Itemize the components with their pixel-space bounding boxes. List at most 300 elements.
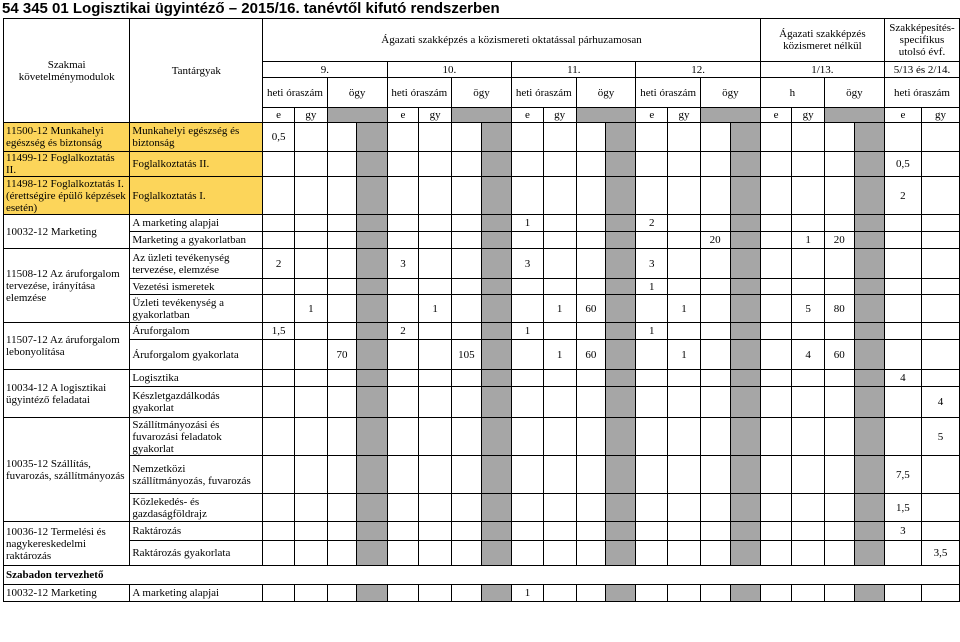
value-cell: [921, 279, 959, 295]
subject-cell: Foglalkoztatás II.: [130, 152, 263, 177]
table-row: [4, 215, 960, 232]
subject-cell: Nemzetközi szállítmányozás, fuvarozás: [130, 456, 263, 494]
value-cell: 20: [700, 232, 730, 249]
shaded-cell: [357, 249, 387, 279]
value-cell: [419, 215, 452, 232]
value-cell: [760, 295, 791, 323]
value-cell: 1,5: [884, 494, 921, 522]
module-cell: 11500-12 Munkahelyi egészség és biztonság: [4, 123, 130, 152]
value-cell: [512, 123, 544, 152]
value-cell: [452, 249, 482, 279]
value-cell: [884, 232, 921, 249]
value-cell: [263, 541, 295, 566]
value-cell: [668, 323, 701, 340]
value-cell: [543, 541, 576, 566]
value-cell: [387, 232, 419, 249]
value-cell: [700, 541, 730, 566]
shaded-cell: [357, 418, 387, 456]
shaded-cell: [357, 541, 387, 566]
value-cell: [294, 215, 327, 232]
table-row: [4, 494, 960, 522]
shaded-cell: [854, 494, 884, 522]
subject-cell: Üzleti tevékenység a gyakorlatban: [130, 295, 263, 323]
ogy-shade: [824, 108, 884, 123]
value-cell: [576, 418, 606, 456]
value-cell: [512, 387, 544, 418]
value-cell: [387, 387, 419, 418]
value-cell: [884, 541, 921, 566]
value-cell: [263, 295, 295, 323]
subject-cell: Foglalkoztatás I.: [130, 177, 263, 215]
value-cell: [921, 323, 959, 340]
value-cell: [636, 541, 668, 566]
value-cell: [668, 215, 701, 232]
value-cell: [327, 522, 357, 541]
value-cell: [452, 418, 482, 456]
value-cell: [824, 123, 854, 152]
value-cell: [700, 340, 730, 370]
value-cell: [884, 123, 921, 152]
shaded-cell: [481, 494, 511, 522]
value-cell: [327, 387, 357, 418]
value-cell: [792, 152, 825, 177]
value-cell: 20: [824, 232, 854, 249]
value-cell: [327, 295, 357, 323]
value-cell: [760, 456, 791, 494]
value-cell: [419, 494, 452, 522]
shaded-cell: [357, 279, 387, 295]
shaded-cell: [730, 323, 760, 340]
shaded-cell: [357, 295, 387, 323]
table-row: [4, 566, 960, 585]
value-cell: 3: [387, 249, 419, 279]
value-cell: 60: [576, 340, 606, 370]
module-cell: 10032-12 Marketing: [4, 215, 130, 249]
shaded-cell: [730, 232, 760, 249]
value-cell: [760, 494, 791, 522]
value-cell: [294, 387, 327, 418]
shaded-cell: [730, 152, 760, 177]
value-cell: [576, 177, 606, 215]
shaded-cell: [357, 370, 387, 387]
header-final-year: Szakképesítés-specifikus utolsó évf.: [884, 19, 959, 62]
value-cell: [921, 152, 959, 177]
value-cell: [668, 456, 701, 494]
value-cell: [419, 370, 452, 387]
value-cell: [452, 541, 482, 566]
subject-cell: Raktározás: [130, 522, 263, 541]
header-no-general: Ágazati szakképzés közismeret nélkül: [760, 19, 884, 62]
value-cell: [327, 152, 357, 177]
shaded-cell: [606, 215, 636, 232]
value-cell: 1,5: [263, 323, 295, 340]
gy-header: gy: [921, 108, 959, 123]
value-cell: [452, 279, 482, 295]
ogy-shade: [576, 108, 636, 123]
value-cell: [452, 522, 482, 541]
ogy-header: ögy: [700, 78, 760, 108]
subject-cell: Áruforgalom gyakorlata: [130, 340, 263, 370]
value-cell: [512, 340, 544, 370]
ogy-header: ögy: [576, 78, 636, 108]
value-cell: [824, 323, 854, 340]
value-cell: 1: [792, 232, 825, 249]
value-cell: [452, 232, 482, 249]
value-cell: [387, 418, 419, 456]
value-cell: [921, 295, 959, 323]
value-cell: [419, 323, 452, 340]
value-cell: [263, 418, 295, 456]
value-cell: [543, 522, 576, 541]
value-cell: [921, 123, 959, 152]
value-cell: [921, 456, 959, 494]
shaded-cell: [357, 152, 387, 177]
shaded-cell: [481, 522, 511, 541]
header-modules: Szakmai követelménymodulok: [4, 19, 130, 123]
module-cell: 11508-12 Az áruforgalom tervezése, irányítása elemzése: [4, 249, 130, 323]
shaded-cell: [730, 541, 760, 566]
value-cell: [452, 370, 482, 387]
shaded-cell: [854, 232, 884, 249]
value-cell: [294, 279, 327, 295]
value-cell: [668, 585, 701, 602]
shaded-cell: [730, 123, 760, 152]
value-cell: [387, 279, 419, 295]
ogy-shade: [700, 108, 760, 123]
value-cell: [512, 152, 544, 177]
value-cell: 2: [263, 249, 295, 279]
value-cell: [327, 249, 357, 279]
value-cell: 4: [884, 370, 921, 387]
value-cell: [760, 370, 791, 387]
value-cell: 7,5: [884, 456, 921, 494]
ogy-header: ögy: [327, 78, 387, 108]
subject-cell: Raktározás gyakorlata: [130, 541, 263, 566]
shaded-cell: [357, 232, 387, 249]
value-cell: [792, 456, 825, 494]
value-cell: [884, 387, 921, 418]
value-cell: 5: [921, 418, 959, 456]
value-cell: 70: [327, 340, 357, 370]
value-cell: [636, 522, 668, 541]
table-row: [4, 177, 960, 215]
value-cell: [263, 152, 295, 177]
value-cell: [792, 215, 825, 232]
value-cell: [824, 177, 854, 215]
value-cell: [387, 152, 419, 177]
value-cell: 1: [512, 323, 544, 340]
value-cell: [884, 340, 921, 370]
value-cell: [636, 177, 668, 215]
table-row: [4, 232, 960, 249]
shaded-cell: [854, 323, 884, 340]
heti-oraszam-header: heti óraszám: [512, 78, 576, 108]
value-cell: [387, 295, 419, 323]
value-cell: [760, 152, 791, 177]
value-cell: [543, 123, 576, 152]
year-header: 9.: [263, 62, 387, 78]
shaded-cell: [481, 541, 511, 566]
value-cell: [760, 279, 791, 295]
shaded-cell: [854, 418, 884, 456]
header-parallel: Ágazati szakképzés a közismereti oktatással párhuzamosan: [263, 19, 761, 62]
value-cell: 1: [294, 295, 327, 323]
value-cell: 1: [668, 340, 701, 370]
e-header: e: [387, 108, 419, 123]
value-cell: [452, 456, 482, 494]
value-cell: [760, 522, 791, 541]
year-header: 10.: [387, 62, 512, 78]
value-cell: 1: [668, 295, 701, 323]
shaded-cell: [481, 585, 511, 602]
value-cell: 1: [512, 585, 544, 602]
subject-cell: Logisztika: [130, 370, 263, 387]
shaded-cell: [481, 323, 511, 340]
value-cell: [263, 215, 295, 232]
value-cell: [452, 387, 482, 418]
value-cell: [700, 456, 730, 494]
value-cell: [792, 522, 825, 541]
value-cell: [419, 123, 452, 152]
value-cell: [387, 123, 419, 152]
table-row: [4, 249, 960, 279]
shaded-cell: [730, 295, 760, 323]
value-cell: [824, 249, 854, 279]
value-cell: [512, 232, 544, 249]
value-cell: [884, 215, 921, 232]
value-cell: 0,5: [884, 152, 921, 177]
value-cell: [452, 323, 482, 340]
value-cell: [792, 494, 825, 522]
subject-cell: Közlekedés- és gazdaságföldrajz: [130, 494, 263, 522]
value-cell: [921, 249, 959, 279]
shaded-cell: [854, 456, 884, 494]
value-cell: 2: [387, 323, 419, 340]
value-cell: [419, 152, 452, 177]
gy-header: gy: [294, 108, 327, 123]
value-cell: [419, 541, 452, 566]
table-row: [4, 541, 960, 566]
shaded-cell: [730, 585, 760, 602]
value-cell: [452, 295, 482, 323]
value-cell: [921, 370, 959, 387]
table-row: [4, 323, 960, 340]
value-cell: [576, 370, 606, 387]
value-cell: [824, 418, 854, 456]
value-cell: [512, 295, 544, 323]
value-cell: [543, 323, 576, 340]
shaded-cell: [481, 152, 511, 177]
value-cell: [884, 295, 921, 323]
value-cell: 4: [921, 387, 959, 418]
shaded-cell: [730, 456, 760, 494]
value-cell: [419, 585, 452, 602]
value-cell: [294, 177, 327, 215]
value-cell: [700, 295, 730, 323]
value-cell: [700, 215, 730, 232]
value-cell: 3: [636, 249, 668, 279]
value-cell: [884, 418, 921, 456]
value-cell: [294, 249, 327, 279]
value-cell: [576, 279, 606, 295]
shaded-cell: [606, 123, 636, 152]
value-cell: [294, 370, 327, 387]
value-cell: [419, 522, 452, 541]
shaded-cell: [606, 177, 636, 215]
shaded-cell: [606, 418, 636, 456]
value-cell: [668, 418, 701, 456]
shaded-cell: [481, 249, 511, 279]
value-cell: [792, 585, 825, 602]
section-header: Szabadon tervezhető: [4, 566, 960, 585]
value-cell: [419, 249, 452, 279]
shaded-cell: [481, 387, 511, 418]
value-cell: [263, 585, 295, 602]
value-cell: [921, 177, 959, 215]
value-cell: [387, 340, 419, 370]
value-cell: [824, 494, 854, 522]
value-cell: [512, 370, 544, 387]
value-cell: [792, 387, 825, 418]
value-cell: [452, 494, 482, 522]
value-cell: [576, 232, 606, 249]
shaded-cell: [854, 152, 884, 177]
value-cell: 1: [419, 295, 452, 323]
shaded-cell: [730, 494, 760, 522]
shaded-cell: [481, 456, 511, 494]
value-cell: [792, 418, 825, 456]
value-cell: [419, 418, 452, 456]
value-cell: [294, 541, 327, 566]
value-cell: [327, 215, 357, 232]
value-cell: [700, 177, 730, 215]
e-header: e: [760, 108, 791, 123]
module-cell: 10035-12 Szállítás, fuvarozás, szállítmányozás: [4, 418, 130, 522]
value-cell: [512, 456, 544, 494]
value-cell: 2: [884, 177, 921, 215]
shaded-cell: [730, 215, 760, 232]
module-cell: 11498-12 Foglalkoztatás I. (érettségire épülő képzések esetén): [4, 177, 130, 215]
value-cell: [760, 541, 791, 566]
value-cell: [760, 177, 791, 215]
value-cell: [921, 494, 959, 522]
value-cell: [700, 494, 730, 522]
value-cell: [668, 123, 701, 152]
value-cell: [700, 585, 730, 602]
value-cell: [543, 370, 576, 387]
value-cell: [263, 494, 295, 522]
value-cell: [576, 456, 606, 494]
value-cell: [760, 232, 791, 249]
shaded-cell: [357, 387, 387, 418]
value-cell: [636, 370, 668, 387]
value-cell: 5: [792, 295, 825, 323]
value-cell: [760, 340, 791, 370]
value-cell: [387, 370, 419, 387]
table-row: [4, 456, 960, 494]
shaded-cell: [481, 215, 511, 232]
value-cell: 80: [824, 295, 854, 323]
value-cell: [263, 370, 295, 387]
shaded-cell: [730, 387, 760, 418]
value-cell: [792, 279, 825, 295]
value-cell: [576, 152, 606, 177]
value-cell: [576, 541, 606, 566]
value-cell: [327, 370, 357, 387]
value-cell: [263, 387, 295, 418]
value-cell: [263, 177, 295, 215]
value-cell: [824, 279, 854, 295]
ogy-shade: [452, 108, 512, 123]
value-cell: [921, 232, 959, 249]
table-row: [4, 370, 960, 387]
subject-cell: Munkahelyi egészség és biztonság: [130, 123, 263, 152]
value-cell: [543, 232, 576, 249]
year-header: 5/13 és 2/14.: [884, 62, 959, 78]
value-cell: [327, 585, 357, 602]
value-cell: [419, 279, 452, 295]
value-cell: [576, 123, 606, 152]
value-cell: [700, 418, 730, 456]
subject-cell: Készletgazdálkodás gyakorlat: [130, 387, 263, 418]
shaded-cell: [854, 387, 884, 418]
value-cell: 1: [543, 340, 576, 370]
value-cell: [636, 340, 668, 370]
value-cell: [294, 152, 327, 177]
value-cell: [576, 249, 606, 279]
table-row: [4, 152, 960, 177]
value-cell: 2: [636, 215, 668, 232]
value-cell: [636, 418, 668, 456]
value-cell: [636, 123, 668, 152]
shaded-cell: [357, 177, 387, 215]
value-cell: [884, 323, 921, 340]
subject-cell: Áruforgalom: [130, 323, 263, 340]
value-cell: [327, 323, 357, 340]
value-cell: [294, 456, 327, 494]
value-cell: [576, 585, 606, 602]
table-row: [4, 123, 960, 152]
value-cell: [636, 232, 668, 249]
value-cell: [824, 152, 854, 177]
e-header: e: [636, 108, 668, 123]
value-cell: [668, 152, 701, 177]
value-cell: [921, 585, 959, 602]
value-cell: [668, 522, 701, 541]
value-cell: [824, 541, 854, 566]
ogy-header: ögy: [824, 78, 884, 108]
value-cell: [824, 522, 854, 541]
value-cell: [884, 279, 921, 295]
value-cell: [263, 340, 295, 370]
shaded-cell: [357, 123, 387, 152]
heti-oraszam-header: heti óraszám: [387, 78, 451, 108]
value-cell: [543, 387, 576, 418]
table-row: [4, 387, 960, 418]
shaded-cell: [730, 370, 760, 387]
value-cell: [668, 232, 701, 249]
value-cell: [294, 494, 327, 522]
value-cell: [294, 323, 327, 340]
value-cell: [792, 177, 825, 215]
value-cell: 60: [824, 340, 854, 370]
value-cell: [452, 177, 482, 215]
value-cell: [668, 494, 701, 522]
value-cell: 3: [512, 249, 544, 279]
value-cell: [543, 177, 576, 215]
value-cell: [543, 585, 576, 602]
value-cell: [512, 541, 544, 566]
